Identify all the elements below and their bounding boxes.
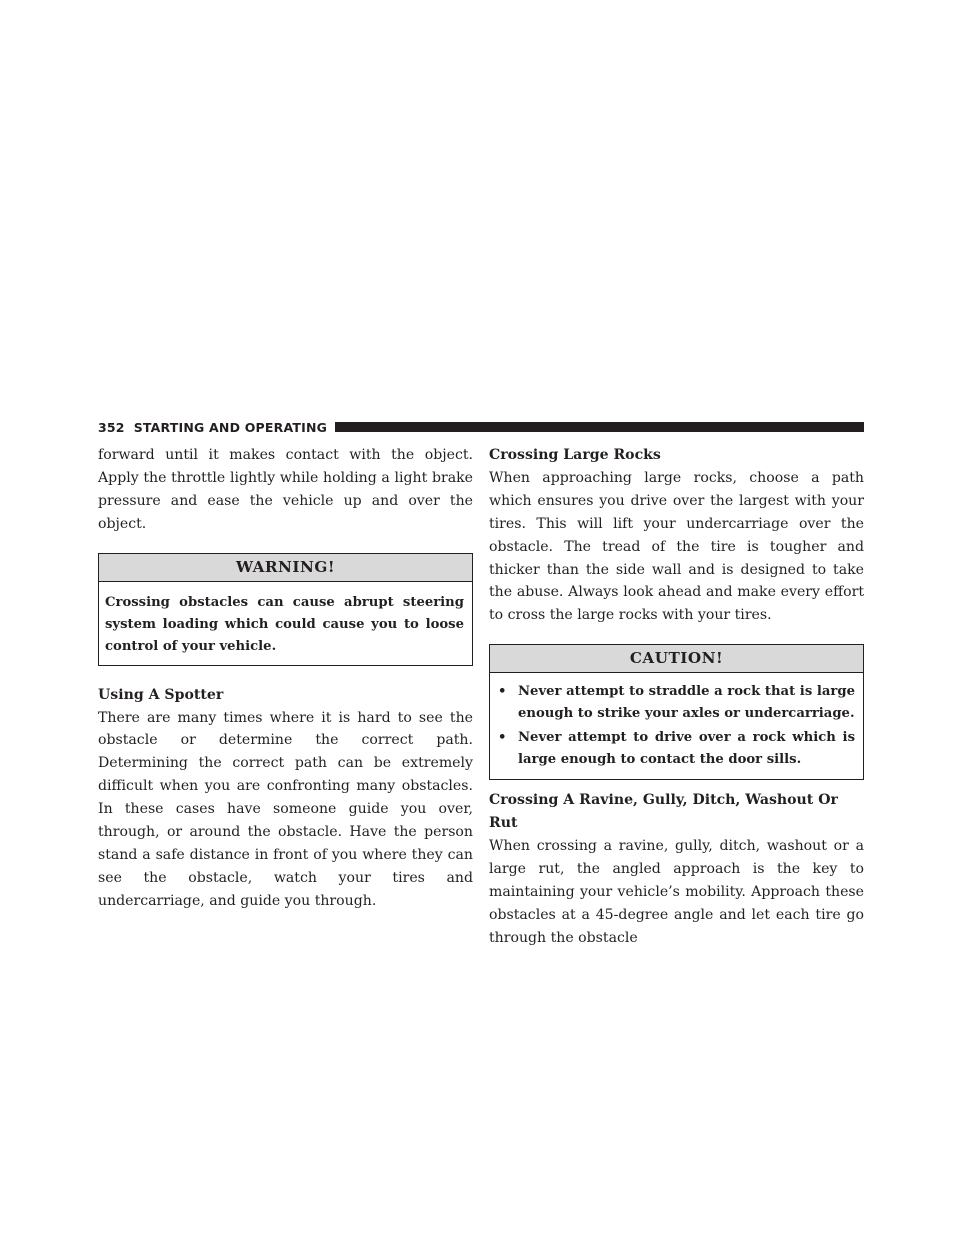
intro-paragraph: forward until it makes contact with the object. Apply the throttle lightly while holding a light brake pressure and ease the vehicle up and over the object. bbox=[98, 447, 473, 532]
right-column bbox=[489, 444, 864, 950]
warning-text: Crossing obstacles can cause abrupt steering system loading which could cause you to loose control of your vehicle. bbox=[105, 594, 464, 654]
rocks-paragraph: When approaching large rocks, choose a path which ensures you drive over the largest with your tires. This will lift your undercarriage over the obstacle. The tread of the tire is tougher and thicker than the side wall and is designed to take the abuse. Always look ahead and make every effort to cross the large rocks with your tires. bbox=[489, 469, 864, 624]
warning-title: WARNING! bbox=[99, 554, 472, 582]
ravine-heading: Crossing A Ravine, Gully, Ditch, Washout Or Rut bbox=[489, 792, 838, 832]
warning-box bbox=[98, 553, 473, 666]
ravine-paragraph: When crossing a ravine, gully, ditch, washout or a large rut, the angled approach is the key to maintaining your vehicle’s mobility. Approach these obstacles at a 45-degree angle and let each tire go through the obstacle bbox=[489, 838, 864, 946]
page-header bbox=[98, 418, 864, 436]
caution-item-text: Never attempt to drive over a rock which is large enough to contact the door sills. bbox=[518, 730, 855, 768]
spotter-heading: Using A Spotter bbox=[98, 686, 224, 703]
caution-box bbox=[489, 644, 864, 780]
left-column bbox=[98, 444, 473, 913]
bullet-icon: • bbox=[498, 730, 507, 746]
caution-list bbox=[498, 681, 855, 771]
caution-item bbox=[498, 681, 855, 725]
page-number: 352 bbox=[98, 419, 125, 435]
spotter-paragraph: There are many times where it is hard to see the obstacle or determine the correct path. Determining the correct path can be extremely difficult when you are confronting many obstacles. In these cases have someone guide you over, through, or around the obstacle. Have the person stand a safe distance in front of you where they can see the obstacle, watch your tires and undercarriage, and guide you through. bbox=[98, 709, 473, 909]
caution-item-text: Never attempt to straddle a rock that is large enough to strike your axles or undercarriage. bbox=[518, 684, 855, 722]
rocks-heading: Crossing Large Rocks bbox=[489, 447, 661, 463]
caution-item bbox=[498, 727, 855, 771]
bullet-icon: • bbox=[498, 684, 507, 700]
caution-body bbox=[490, 673, 863, 779]
header-rule bbox=[335, 422, 864, 432]
caution-title: CAUTION! bbox=[490, 645, 863, 673]
section-title: STARTING AND OPERATING bbox=[133, 419, 328, 435]
